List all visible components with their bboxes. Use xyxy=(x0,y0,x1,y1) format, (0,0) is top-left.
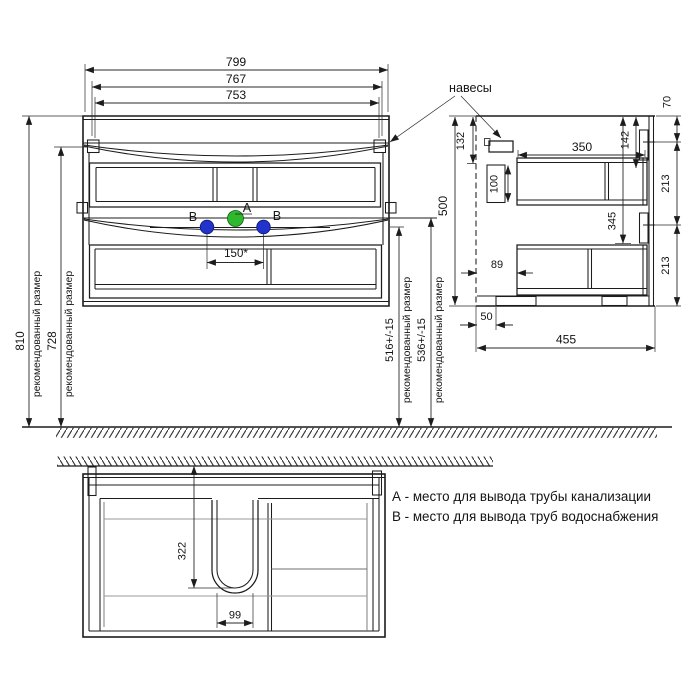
bottom-slide-rails xyxy=(104,519,367,596)
dim-728: 728 xyxy=(47,331,59,351)
dim-500: 500 xyxy=(436,195,450,217)
dim-213-lower: 213 xyxy=(660,256,672,275)
floor-hatch xyxy=(56,428,657,438)
hole-spacing-dimension xyxy=(207,234,264,269)
bottom-back-band xyxy=(83,478,385,486)
side-upper-drawer-structure xyxy=(517,158,647,205)
dim-516: 516+/-15 xyxy=(384,318,396,362)
side-lower-drawer-box xyxy=(517,245,647,295)
dim-322: 322 xyxy=(176,541,189,561)
legend xyxy=(392,489,658,524)
legend-line-a: А - место для вывода трубы канализации xyxy=(392,489,652,504)
front-basin-curve-lower xyxy=(84,146,388,162)
dim-70: 70 xyxy=(661,95,674,109)
dim-345: 345 xyxy=(606,211,619,231)
dim-213-upper: 213 xyxy=(660,174,672,193)
hangers-leader-left xyxy=(390,96,455,142)
side-drawer-front-tab-lower xyxy=(640,213,649,243)
dim-142: 142 xyxy=(619,130,632,150)
front-side-stiles xyxy=(89,152,383,245)
legend-line-b: В - место для вывода труб водоснабжения xyxy=(392,509,659,524)
dim-810: 810 xyxy=(15,331,27,351)
dim-455: 455 xyxy=(555,332,577,347)
dim-150: 150* xyxy=(224,248,248,260)
bottom-divider xyxy=(268,503,272,631)
dim-728-note: рекомендованный размер xyxy=(64,270,75,398)
side-foot-pad-back xyxy=(496,297,536,306)
dim-767: 767 xyxy=(225,72,247,86)
right-height-dimensions xyxy=(384,116,476,427)
side-lower-drawer-structure xyxy=(517,245,647,295)
front-middle-drawer-structure xyxy=(96,168,375,202)
dim-536: 536+/-15 xyxy=(416,318,428,362)
dim-50: 50 xyxy=(480,311,493,323)
dim-132: 132 xyxy=(455,131,467,151)
water-pipe-marker-left xyxy=(200,220,214,234)
floor xyxy=(22,427,672,438)
hangers-label: навесы xyxy=(449,81,492,95)
wall-hatch xyxy=(57,457,493,467)
side-hanger-bracket xyxy=(489,141,513,152)
front-middle-drawer-box xyxy=(90,163,381,207)
dim-350: 350 xyxy=(571,140,593,154)
side-foot-pad-front xyxy=(602,297,627,306)
side-front-panel xyxy=(643,116,655,306)
left-height-dimensions xyxy=(15,116,88,427)
front-view xyxy=(77,116,437,306)
water-label-right: В xyxy=(272,209,282,223)
hangers-callout xyxy=(390,81,501,142)
dim-536-note: рекомендованный размер xyxy=(434,276,445,404)
side-drawer-front-tab-upper xyxy=(640,130,649,160)
dim-753: 753 xyxy=(225,88,247,102)
front-width-dimensions xyxy=(85,55,388,138)
front-rail-end-right xyxy=(386,203,397,214)
dim-99: 99 xyxy=(228,609,242,622)
hangers-leader-right xyxy=(461,96,501,138)
dim-89: 89 xyxy=(490,259,504,271)
bottom-view xyxy=(57,457,493,638)
dim-516-note: рекомендованный размер xyxy=(402,276,413,404)
bottom-inner-frame xyxy=(89,478,379,632)
dim-100: 100 xyxy=(488,174,501,194)
water-pipe-marker-right xyxy=(257,220,271,234)
ext-lines-left xyxy=(22,116,88,147)
side-upper-drawer-box xyxy=(517,158,647,205)
drain-label: А xyxy=(242,201,252,215)
siphon-cutout-inner xyxy=(217,500,253,588)
dim-810-note: рекомендованный размер xyxy=(32,270,43,398)
drain-pipe-marker xyxy=(228,211,244,227)
dim-799: 799 xyxy=(225,55,247,69)
water-label-left: В xyxy=(188,210,198,224)
